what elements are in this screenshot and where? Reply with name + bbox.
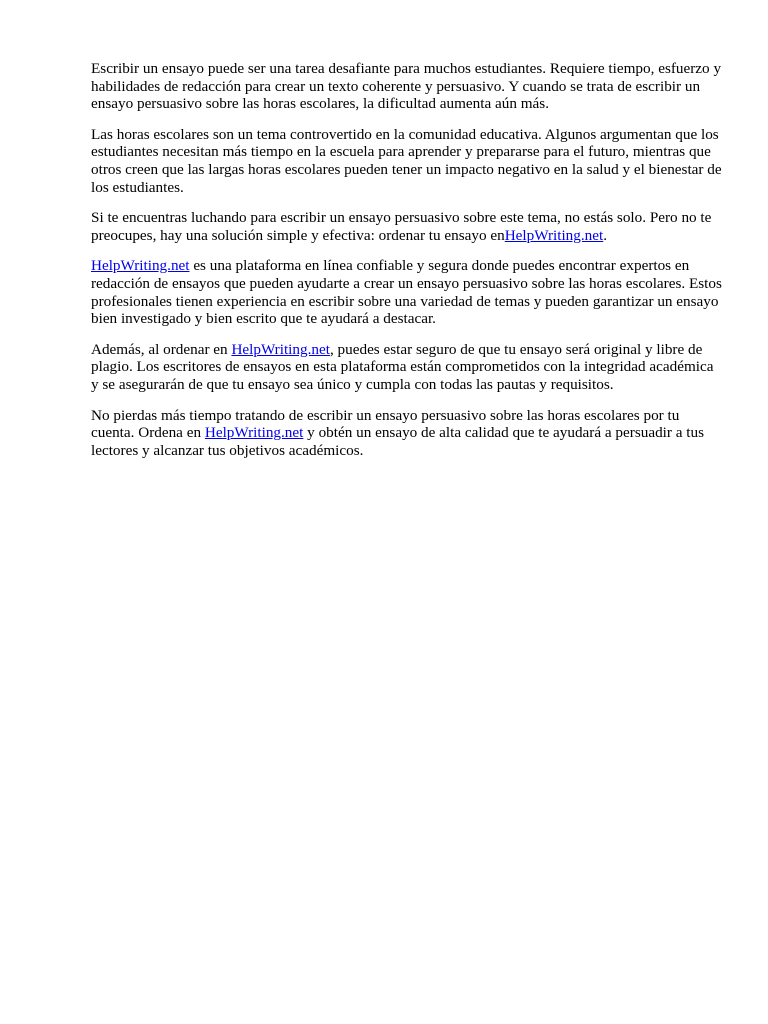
paragraph-platform-text: es una plataforma en línea confiable y segura donde puedes encontrar expertos en redacción de ensayos que pueden ayudarte a crear un ensayo persuasivo sobre las horas escolares. Estos profesionales tienen experiencia en escribir sobre una variedad de temas y pueden garantizar un ensayo bien investigado y bien escrito que te ayudará a destacar. xyxy=(91,257,722,328)
paragraph-school-hours-text: Las horas escolares son un tema controvertido en la comunidad educativa. Algunos argumentan que los estudiantes necesitan más tiempo en la escuela para aprender y prepararse para el futuro, mientras que otros creen que las largas horas escolares pueden tener un impacto negativo en la salud y el bienestar de los estudiantes. xyxy=(91,125,722,196)
helpwriting-link[interactable]: HelpWriting.net xyxy=(91,257,190,275)
document-body xyxy=(91,60,723,472)
paragraph-solution-text: Si te encuentras luchando para escribir un ensayo persuasivo sobre este tema, no estás solo. Pero no te preocupes, hay una solución simple y efectiva: ordenar tu ensayo en xyxy=(91,209,712,244)
paragraph-originality-text: , puedes estar seguro de que tu ensayo será original y libre de plagio. Los escritores de ensayos en esta plataforma están comprometidos con la integridad académica y se asegurarán de que tu ensayo sea único y cumpla con todas las pautas y requisitos. xyxy=(91,340,714,393)
paragraph-intro-text: Escribir un ensayo puede ser una tarea desafiante para muchos estudiantes. Requiere tiempo, esfuerzo y habilidades de redacción para crear un texto coherente y persuasivo. Y cuando se trata de escribir un ensayo persuasivo sobre las horas escolares, la dificultad aumenta aún más. xyxy=(91,60,722,113)
paragraph-call-to-action-text: y obtén un ensayo de alta calidad que te ayudará a persuadir a tus lectores y alcanzar tus objetivos académicos. xyxy=(91,424,704,459)
paragraph-solution-end: . xyxy=(603,226,608,244)
paragraph-intro xyxy=(91,60,723,113)
helpwriting-link[interactable]: HelpWriting.net xyxy=(504,226,604,244)
paragraph-call-to-action xyxy=(91,407,723,460)
paragraph-solution xyxy=(91,209,723,244)
helpwriting-link[interactable]: HelpWriting.net xyxy=(204,424,304,442)
paragraph-school-hours xyxy=(91,126,723,196)
paragraph-originality xyxy=(91,341,723,394)
paragraph-originality-start: Además, al ordenar en xyxy=(91,340,232,358)
helpwriting-link[interactable]: HelpWriting.net xyxy=(231,340,330,358)
paragraph-call-to-action-start: No pierdas más tiempo tratando de escribir un ensayo persuasivo sobre las horas escolares por tu cuenta. Ordena en xyxy=(91,406,680,442)
paragraph-platform xyxy=(91,257,723,327)
